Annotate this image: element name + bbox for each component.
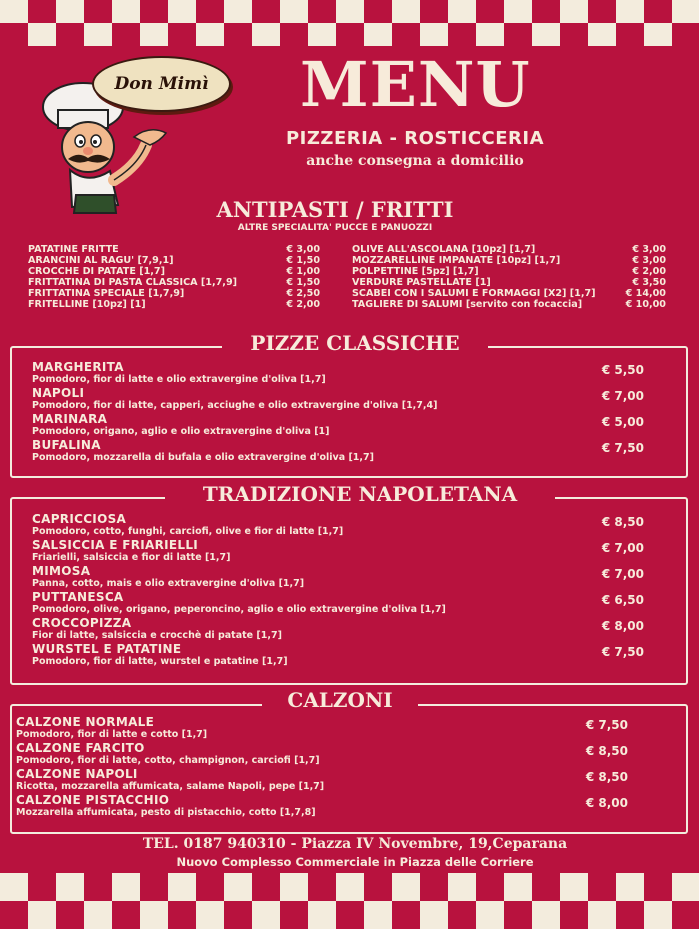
item-name: MARINARA (32, 412, 108, 426)
item-price: € 5,50 (601, 363, 644, 377)
item-price: € 6,50 (601, 593, 644, 607)
item-name: FRITTATINA SPECIALE [1,7,9] (28, 288, 185, 299)
item-desc: Ricotta, mozzarella affumicata, salame Napoli, pepe [1,7] (16, 781, 325, 792)
item-price: € 8,50 (585, 770, 628, 784)
item-desc: Pomodoro, fior di latte, cotto, champignon, carciofi [1,7] (16, 755, 320, 766)
menu-item (32, 513, 644, 539)
item-desc: Mozzarella affumicata, pesto di pistacchio, cotto [1,7,8] (16, 807, 316, 818)
menu-item (16, 742, 628, 768)
menu-item (32, 439, 644, 465)
menu-item (16, 794, 628, 820)
item-price: € 7,50 (601, 441, 644, 455)
antipasti-title: ANTIPASTI / FRITTI (216, 197, 454, 222)
item-name: ARANCINI AL RAGU' [7,9,1] (28, 255, 174, 266)
page-subtitle: PIZZERIA - ROSTICCERIA (285, 128, 545, 149)
calzoni-list (16, 716, 628, 820)
item-price: € 3,00 (632, 255, 666, 266)
item-name: CALZONE NORMALE (16, 715, 155, 729)
checker-border-bottom (0, 873, 699, 929)
menu-item (32, 387, 644, 413)
menu-item (28, 288, 320, 299)
item-desc: Fior di latte, salsiccia e crocchè di patate [1,7] (32, 630, 282, 641)
antipasti-list-right (352, 244, 666, 310)
item-price: € 3,00 (286, 244, 320, 255)
item-desc: Pomodoro, fior di latte, wurstel e patatine [1,7] (32, 656, 288, 667)
item-desc: Pomodoro, cotto, funghi, carciofi, olive e fior di latte [1,7] (32, 526, 344, 537)
item-price: € 14,00 (625, 288, 666, 299)
page-tagline: anche consegna a domicilio (306, 153, 524, 169)
item-name: SCABEI CON I SALUMI E FORMAGGI [X2] [1,7] (352, 288, 596, 299)
item-price: € 3,50 (632, 277, 666, 288)
item-name: TAGLIERE DI SALUMI [servito con focaccia] (352, 299, 583, 310)
item-desc: Pomodoro, olive, origano, peperoncino, aglio e olio extravergine d'oliva [1,7] (32, 604, 446, 615)
menu-item (32, 539, 644, 565)
item-desc: Panna, cotto, mais e olio extravergine d'oliva [1,7] (32, 578, 305, 589)
item-price: € 7,00 (601, 541, 644, 555)
item-desc: Pomodoro, origano, aglio e olio extravergine d'oliva [1] (32, 426, 330, 437)
item-name: PUTTANESCA (32, 590, 124, 604)
item-desc: Pomodoro, fior di latte, capperi, acciughe e olio extravergine d'oliva [1,7,4] (32, 400, 438, 411)
menu-item (32, 565, 644, 591)
item-name: MARGHERITA (32, 360, 124, 374)
item-name: FRITELLINE [10pz] [1] (28, 299, 146, 310)
item-price: € 7,50 (585, 718, 628, 732)
item-desc: Pomodoro, mozzarella di bufala e olio extravergine d'oliva [1,7] (32, 452, 374, 463)
item-name: OLIVE ALL'ASCOLANA [10pz] [1,7] (352, 244, 536, 255)
item-price: € 7,00 (601, 389, 644, 403)
item-price: € 1,50 (286, 255, 320, 266)
item-price: € 2,00 (632, 266, 666, 277)
item-name: POLPETTINE [5pz] [1,7] (352, 266, 479, 277)
item-name: WURSTEL E PATATINE (32, 642, 182, 656)
item-price: € 1,00 (286, 266, 320, 277)
item-name: CALZONE NAPOLI (16, 767, 138, 781)
item-price: € 3,00 (632, 244, 666, 255)
menu-item (352, 277, 666, 288)
item-name: SALSICCIA E FRIARIELLI (32, 538, 199, 552)
section-title-tradizione-napoletana: TRADIZIONE NAPOLETANA (165, 482, 555, 506)
brand-name: Don Mimì (114, 74, 209, 94)
item-name: CALZONE FARCITO (16, 741, 145, 755)
item-price: € 5,00 (601, 415, 644, 429)
tradizione-list (32, 513, 644, 669)
item-name: NAPOLI (32, 386, 85, 400)
section-title-pizze-classiche: PIZZE CLASSICHE (222, 331, 488, 355)
antipasti-subtitle: ALTRE SPECIALITA' PUCCE E PANUOZZI (237, 223, 433, 233)
item-name: CROCCHE DI PATATE [1,7] (28, 266, 165, 277)
footer-contact: TEL. 0187 940310 - Piazza IV Novembre, 19,Ceparana (142, 836, 568, 852)
item-price: € 2,50 (286, 288, 320, 299)
item-name: BUFALINA (32, 438, 101, 452)
item-price: € 7,00 (601, 567, 644, 581)
menu-item (352, 299, 666, 310)
item-price: € 7,50 (601, 645, 644, 659)
section-title-calzoni: CALZONI (262, 688, 418, 712)
menu-item (32, 643, 644, 669)
pizze-classiche-list (32, 361, 644, 465)
item-desc: Pomodoro, fior di latte e cotto [1,7] (16, 729, 208, 740)
item-name: CAPRICCIOSA (32, 512, 127, 526)
menu-item (352, 244, 666, 255)
item-name: CALZONE PISTACCHIO (16, 793, 170, 807)
menu-item (28, 266, 320, 277)
item-name: MIMOSA (32, 564, 91, 578)
item-name: PATATINE FRITTE (28, 244, 119, 255)
page-title: MENU (300, 48, 531, 121)
menu-item (16, 716, 628, 742)
brand-badge (92, 56, 231, 112)
menu-item (32, 591, 644, 617)
menu-item (352, 288, 666, 299)
menu-item (28, 244, 320, 255)
menu-item (352, 266, 666, 277)
item-name: CROCCOPIZZA (32, 616, 132, 630)
menu-item (28, 255, 320, 266)
item-desc: Friarielli, salsiccia e fior di latte [1,7] (32, 552, 231, 563)
item-price: € 8,50 (585, 744, 628, 758)
item-price: € 10,00 (625, 299, 666, 310)
footer-location: Nuovo Complesso Commerciale in Piazza delle Corriere (176, 855, 534, 869)
item-desc: Pomodoro, fior di latte e olio extravergine d'oliva [1,7] (32, 374, 326, 385)
item-name: MOZZARELLINE IMPANATE [10pz] [1,7] (352, 255, 561, 266)
item-price: € 2,00 (286, 299, 320, 310)
menu-item (32, 413, 644, 439)
item-price: € 8,00 (601, 619, 644, 633)
menu-item (28, 277, 320, 288)
checker-border-top (0, 0, 699, 46)
item-price: € 8,50 (601, 515, 644, 529)
item-price: € 1,50 (286, 277, 320, 288)
antipasti-list-left (28, 244, 320, 310)
menu-item (16, 768, 628, 794)
item-name: VERDURE PASTELLATE [1] (352, 277, 491, 288)
item-name: FRITTATINA DI PASTA CLASSICA [1,7,9] (28, 277, 238, 288)
menu-item (28, 299, 320, 310)
menu-item (32, 617, 644, 643)
item-price: € 8,00 (585, 796, 628, 810)
menu-item (32, 361, 644, 387)
menu-item (352, 255, 666, 266)
